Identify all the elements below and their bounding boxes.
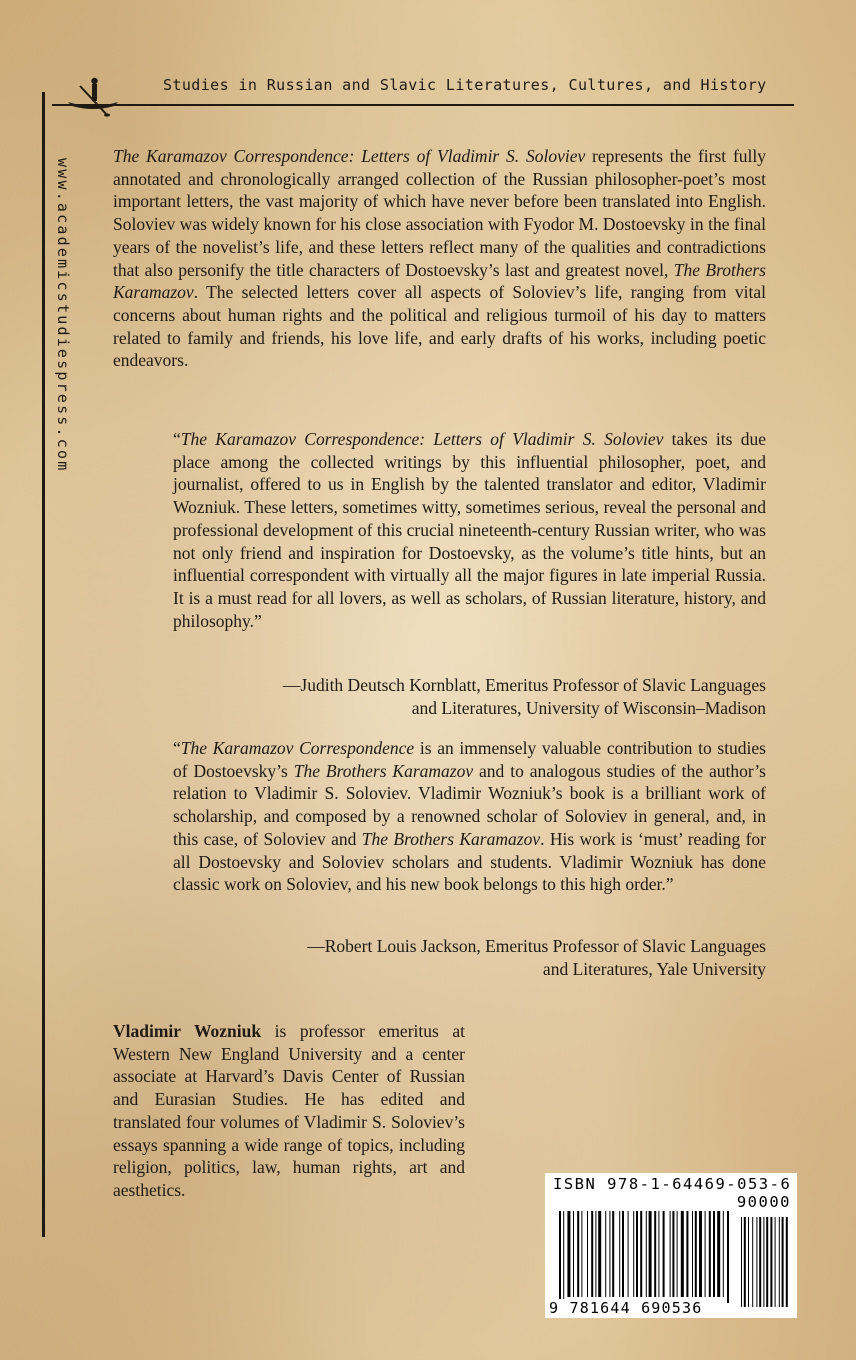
barcode-bar: [609, 1211, 610, 1297]
endorsement-quote-2: [173, 737, 766, 896]
barcode-bar: [605, 1211, 606, 1297]
barcode-bar: [595, 1211, 596, 1297]
barcode-bar: [663, 1211, 665, 1297]
barcode-bar: [619, 1211, 620, 1297]
barcode-digits: 9 781644 690536: [549, 1299, 703, 1317]
novel-title: The Brothers Karamazov: [293, 760, 474, 781]
barcode-bar: [587, 1211, 588, 1297]
barcode-bar: [699, 1211, 702, 1297]
barcode-bar: [654, 1211, 656, 1297]
barcode-bar: [636, 1211, 638, 1297]
open-quote: “: [173, 738, 181, 758]
addon-bar: [756, 1217, 757, 1307]
barcode-bar: [559, 1211, 561, 1303]
attribution-line: —Judith Deutsch Kornblatt, Emeritus Professor of Slavic Languages: [282, 675, 766, 695]
barcode-bar: [649, 1211, 652, 1297]
addon-bar: [759, 1217, 761, 1307]
quote-1-attribution: [166, 674, 766, 719]
barcode-bar: [646, 1211, 647, 1297]
quote-2-attribution: [166, 935, 766, 980]
attribution-line: and Literatures, University of Wisconsin–Madison: [411, 697, 766, 718]
barcode-bar: [567, 1211, 570, 1297]
attribution-line: —Robert Louis Jackson, Emeritus Professor of Slavic Languages: [307, 936, 766, 956]
barcode-bar: [677, 1211, 678, 1297]
attribution-line: and Literatures, Yale University: [542, 958, 766, 979]
description-text-1: represents the first fully annotated and chronologically arranged collection of the Russian philosopher-poet’s most important letters, the vast majority of which have never before been translated into English. Soloviev was widely known for his close association with Fyodor M. Dostoevsky in the final years of the novelist’s life, and these letters reflect many of the qualities and contradictions that also personify the title characters of Dostoevsky’s last and greatest novel,: [113, 146, 767, 280]
novel-title: The Brothers Karamazov: [361, 828, 541, 849]
barcode-addon: 90000: [736, 1193, 791, 1211]
quote-text: takes its due place among the collected writings by this influential philosopher, poet, and journalist, offered to us in English by the talented translator and editor, Vladimir Wozniuk. These letters, sometimes witty, sometimes serious, reveal the personal and professional development of this crucial nineteenth-century Russian writer, who was not only friend and inspiration for Dostoevsky, as the volume’s title hints, but an influential correspondent with virtually all the major figures in late imperial Russia. It is a must read for all lovers, as well as scholars, of Russian literature, history, and philosophy.”: [173, 429, 766, 631]
isbn-barcode: [545, 1173, 797, 1318]
quote-book-title: The Karamazov Correspondence: [180, 738, 415, 758]
addon-bar: [775, 1217, 776, 1307]
isbn-label: ISBN 978-1-64469-053-6: [553, 1175, 792, 1193]
barcode-bar: [640, 1211, 642, 1297]
barcode-bar: [591, 1211, 593, 1297]
addon-bar: [782, 1217, 784, 1307]
barcode-bar: [573, 1211, 574, 1297]
barcode-bar: [633, 1211, 634, 1297]
addon-bar: [766, 1217, 768, 1307]
quote-text: . His work is ‘must’ reading for all Dostoevsky and Soloviev scholars and students. Vladimir Wozniuk has done classic work on Soloviev, and his new book belongs to this high order.”: [173, 828, 766, 895]
barcode-bar: [622, 1211, 624, 1297]
addon-bar: [741, 1217, 742, 1307]
open-quote: “: [173, 429, 181, 449]
author-bio: [113, 1020, 465, 1202]
barcode-bar: [563, 1211, 564, 1303]
barcode-bar: [670, 1211, 671, 1297]
barcode-bar: [695, 1211, 697, 1297]
addon-bar: [770, 1217, 772, 1307]
website-url: www.academicstudiespress.com: [54, 158, 72, 473]
book-description: [113, 145, 766, 372]
addon-bar: [786, 1217, 788, 1307]
barcode-bar: [717, 1211, 720, 1297]
barcode-bar: [612, 1211, 614, 1297]
bio-text: is professor emeritus at Western New England University and a center associate at Harvard’s Davis Center of Russian and Eurasian Studies. He has edited and translated four volumes of Vladimir S. Soloviev’s essays spanning a wide range of topics, including religion, politics, law, human rights, art and aesthetics.: [113, 1021, 466, 1200]
quote-text: and to analogous studies of the author’s relation to Vladimir S. Soloviev. Vladimir Wozniuk’s book is a brilliant work of scholarship, and composed by a renowned scholar of Soloviev in general, and, in this case, of Soloviev and: [173, 760, 766, 849]
barcode-bar: [681, 1211, 684, 1297]
endorsement-quote-1: [173, 428, 766, 632]
series-title: Studies in Russian and Slavic Literatures, Cultures, and History: [163, 76, 767, 94]
quote-text: is an immensely valuable contribution to studies of Dostoevsky’s: [173, 738, 766, 781]
novel-title: The Brothers Karamazov: [113, 259, 766, 303]
barcode-bar: [727, 1211, 729, 1303]
addon-bar: [748, 1217, 749, 1307]
barcode-bar: [658, 1211, 659, 1297]
left-border-line: [42, 92, 45, 1237]
barcode-bar: [581, 1211, 582, 1297]
barcode-bar: [672, 1211, 674, 1297]
quote-book-title: The Karamazov Correspondence: Letters of Vladimir S. Soloviev: [180, 429, 664, 449]
addon-bar: [779, 1217, 780, 1307]
book-title: The Karamazov Correspondence: Letters of Vladimir S. Soloviev: [113, 146, 586, 166]
addon-bar: [744, 1217, 746, 1307]
barcode-bar: [577, 1211, 579, 1297]
description-text-2: . The selected letters cover all aspects of Soloviev’s life, ranging from vital concerns about human rights and the political and religious turmoil of his day to matters related to family and friends, his love life, and early drafts of his works, including poetic endeavors.: [113, 282, 766, 371]
barcode-bar: [686, 1211, 688, 1297]
barcode-bar: [709, 1211, 711, 1297]
addon-bar: [763, 1217, 764, 1307]
barcode-bar: [598, 1211, 601, 1297]
barcode-bar: [628, 1211, 629, 1297]
barcode-bar: [723, 1211, 724, 1297]
barcode-bar: [705, 1211, 706, 1297]
header-rule: [52, 104, 794, 106]
barcode-bar: [713, 1211, 715, 1297]
author-name: Vladimir Wozniuk: [113, 1021, 262, 1041]
addon-bar: [752, 1217, 753, 1307]
boatman-logo-icon: [64, 74, 122, 118]
barcode-bar: [692, 1211, 693, 1297]
